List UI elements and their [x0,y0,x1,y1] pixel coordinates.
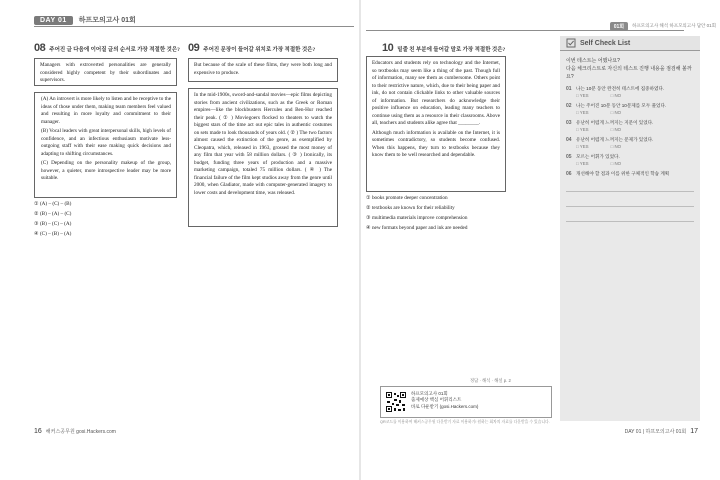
qr-line-3[interactable]: 바로 다운받기 (gosi.Hackers.com) [411,403,479,409]
answer-reference: 정답 · 해석 · 해설 p. 2 [470,378,511,383]
q10-options [366,194,467,234]
qr-text [411,391,478,410]
qr-line-1: 하프모의고사 01회 [411,391,448,396]
q08-intro: Managers with extroverted personalities are generally considered highly competent by their subordinates and supervisors. [40,62,171,84]
header-left [34,14,136,26]
notes-line[interactable] [566,181,694,192]
q08-option-3[interactable]: ③ (B) – (C) – (A) [34,220,72,227]
q10-passage-box [366,56,506,192]
question-prompt: 밑줄 친 부분에 들어갈 말로 가장 적절한 것은? [397,47,506,53]
no-checkbox[interactable]: □ NO [610,144,622,149]
check-item-question: 나는 주어진 10분 동안 10문제를 모두 풀었다. [576,103,667,108]
q08-option-2[interactable]: ② (B) – (A) – (C) [34,210,72,217]
right-header-text: 하프모의고사 해석 하프모의고사 답안 01회 [632,23,716,28]
no-checkbox[interactable]: □ NO [610,93,622,98]
no-checkbox[interactable]: □ NO [610,110,622,115]
question-08-header [34,42,180,54]
self-check-title: Self Check List [580,39,631,47]
day-title: 하프모의고사 01회 [78,17,136,24]
check-item [560,137,700,149]
question-number: 10 [382,42,394,54]
footer-right-text: DAY 01 | 하프모의고사 01회 [624,429,687,435]
footer-left [34,428,116,435]
q09-passage-box [188,88,338,227]
check-item [560,86,700,98]
question-prompt: 주어진 문장이 들어갈 위치로 가장 적절한 것은? [203,47,316,53]
yes-checkbox[interactable]: □ YES [576,161,589,166]
check-item-number: 04 [566,137,572,143]
self-check-header [560,36,700,51]
yes-checkbox[interactable]: □ YES [576,93,589,98]
check-item-number: 02 [566,103,572,109]
check-item [560,154,700,166]
q09-given: But because of the scale of these films, they were both long and expensive to produce. [194,62,332,76]
q08-para-a: (A) An introvert is more likely to listen and be receptive to the ideas of those under them, making team members feel valued and resulting in more loyalty and commitment to their manager. [41,96,171,125]
check-item [560,171,700,177]
q08-options [34,200,71,240]
check-item-number: 01 [566,86,572,92]
q10-option-4[interactable]: ④ new formats beyond paper and ink are needed [366,224,468,231]
q08-paragraphs [34,92,177,198]
check-item-question: 유난히 어렵게 느껴지는 지문이 있었다. [576,120,654,125]
question-09-header [188,42,315,54]
yes-checkbox[interactable]: □ YES [576,127,589,132]
q08-para-c: (C) Depending on the personality makeup of the group, however, a quieter, more introspective leader may be more suitable. [41,160,171,182]
check-item [560,103,700,115]
footer-right [625,428,698,435]
q08-option-4[interactable]: ④ (C) – (B) – (A) [34,230,72,237]
notes-line[interactable] [566,196,694,207]
check-item-number: 03 [566,120,572,126]
q09-given-box [188,58,338,82]
question-prompt: 주어진 글 다음에 이어질 글의 순서로 가장 적절한 것은? [49,47,180,53]
footer-left-text: 해커스공무원 gosi.Hackers.com [45,429,116,435]
q08-para-b: (B) Vocal leaders with great interpersonal skills, high levels of confidence, and an infectious enthusiasm motivate less-outgoing staff with their ease making quick decisions and adapting to shifting circumstances. [41,128,171,157]
no-checkbox[interactable]: □ NO [610,161,622,166]
day-tab: DAY 01 [34,16,73,25]
header-rule-left [34,26,354,27]
qr-code-icon[interactable] [385,391,407,413]
page-number-right: 17 [690,428,698,435]
notes-line[interactable] [566,211,694,222]
q10-option-2[interactable]: ② textbooks are known for their reliability [366,204,455,211]
q10-passage-2: Although much information is available on the Internet, it is sometimes contradictory, so students become confused. When this happens, they turn to textbooks because they know them to be well researched and dependable. [372,129,500,159]
question-10-header [382,42,505,54]
self-check-intro: 이번 테스트는 어땠나요? 다음 체크리스트로 자신의 테스트 진행 내용을 점검해 볼까요? [566,58,692,80]
qr-note: QR코드를 이용하여 해커스공무원 다운받기 자료 이용하기! 원하는 회차의 자료를 다운받을 수 있습니다. [380,420,550,424]
q10-passage: Educators and students rely on technology and the Internet, so textbooks may seem like a thing of the past. Though full of information, many see them as cumbersome. Others point to their restrictive nature, which, due to their being paper and ink, do not contain clickable links to other valuable sources of information. But researchers do acknowledge their positive influence on education, leading many teachers to continue using them as a resource in their classrooms. Above all, teachers and students alike agree that ________. [372,60,500,127]
qr-line-2: 출제예상 핵심 어휘리스트 [411,397,462,403]
yes-checkbox[interactable]: □ YES [576,110,589,115]
q08-intro-box [34,58,177,86]
check-item-number: 06 [566,171,572,177]
check-item-question: 나는 10분 동안 완전히 테스트에 집중하였다. [576,86,665,91]
check-item-question: 유난히 어렵게 느껴지는 문제가 있었다. [576,137,654,142]
question-number: 08 [34,42,46,54]
yes-checkbox[interactable]: □ YES [576,144,589,149]
no-checkbox[interactable]: □ NO [610,127,622,132]
check-item-question: 개선해야 할 점과 이를 위한 구체적인 학습 계획 [576,171,670,176]
q09-passage: In the mid-1900s, sword-and-sandal movies—epic films depicting stories from ancient civilizations, such as the Greek or Roman empires—like the blockbusters Hercules and Ben-Hur reached their peak. ( ① ) Moviegoers flocked to theaters to watch the biggest stars of the time act out epic tales in authentic costumes on sets made to look thousands of years old. ( ② ) The two factors almost caused the extinction of the genre, as exemplified by Cleopatra, which, released in 1963, grossed the most money of any film that year with 58 million dollars. ( ③ ) Ironically, its budget, funding three years of production and a massive marketing campaign, totaled 75 million dollars. ( ④ ) The financial failure of the film kept studios away from the genre until 2000, when Gladiator, made with computer-generated imagery to lower costs and development time, was released. [194,92,332,196]
check-item [560,120,700,132]
question-number: 09 [188,42,200,54]
q10-option-3[interactable]: ③ multimedia materials improve comprehension [366,214,468,221]
qr-card [380,386,552,418]
header-right [610,20,716,32]
check-item-number: 05 [566,154,572,160]
checklist-icon [566,38,576,48]
page-number-left: 16 [34,428,42,435]
q08-option-1[interactable]: ① (A) – (C) – (B) [34,201,72,207]
page-gutter [359,0,361,480]
self-check-panel [560,36,700,421]
right-tab: 01회 [610,22,628,31]
check-item-question: 모르는 어휘가 있었다. [576,154,620,159]
q10-option-1[interactable]: ① books promote deeper concentration [366,195,448,201]
